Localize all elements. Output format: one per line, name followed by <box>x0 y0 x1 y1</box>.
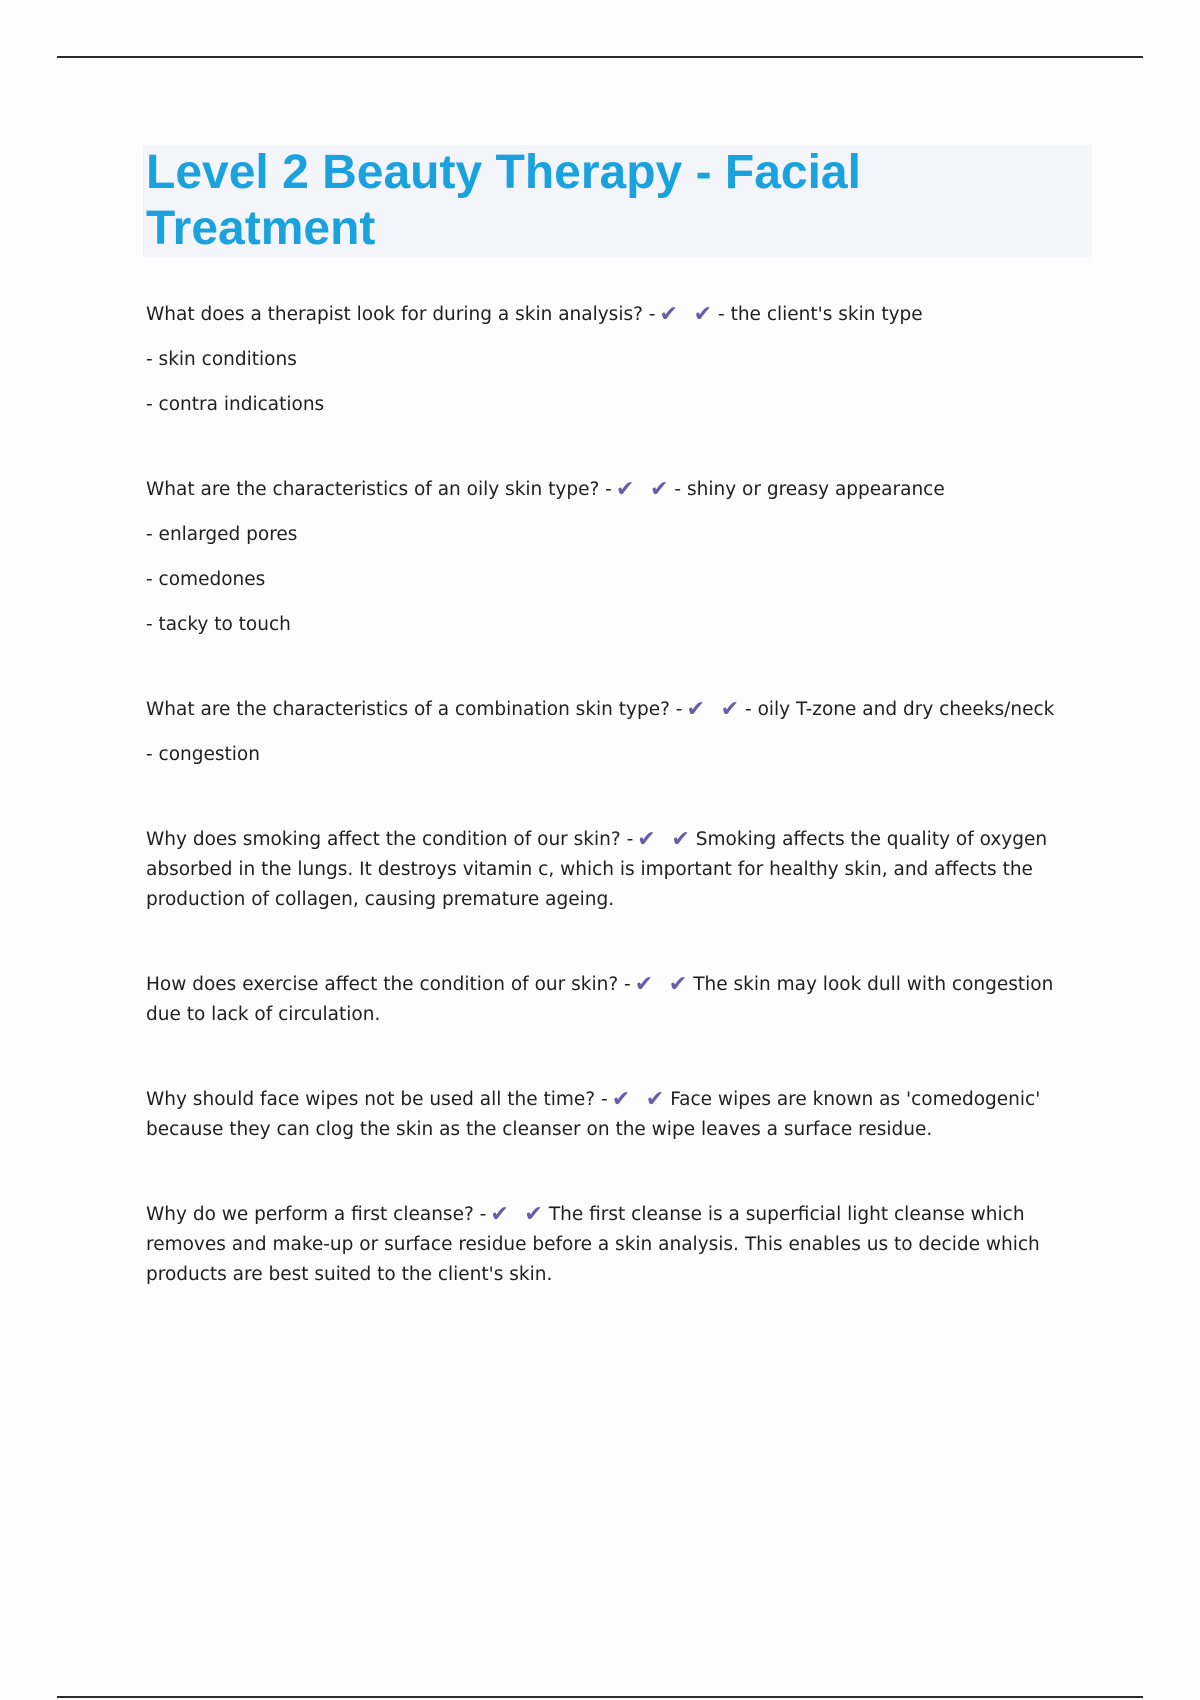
top-rule <box>57 56 1143 58</box>
question-text: What does a therapist look for during a skin analysis? - <box>146 304 656 325</box>
answer-list-item: - congestion <box>146 744 260 765</box>
answer-text: Smoking affects the quality of oxygen absorbed in the lungs. It destroys vitamin c, which is important for healthy skin, and affects the production of collagen, causing premature ageing. <box>146 829 1048 910</box>
double-check-icon: ✔ ✔ <box>490 1202 547 1227</box>
answer-text: - shiny or greasy appearance <box>674 479 945 500</box>
qa-question-line <box>146 695 1092 725</box>
qa-item <box>146 695 1092 770</box>
double-check-icon: ✔ ✔ <box>686 697 744 722</box>
answer-text: The first cleanse is a superficial light cleanse which removes and make-up or surface residue before a skin analysis. This enables us to decide which products are best suited to the client's skin. <box>146 1204 1040 1285</box>
answer-list-item: - tacky to touch <box>146 614 291 635</box>
answer-list-item: - comedones <box>146 569 266 590</box>
qa-question-line <box>146 475 1092 505</box>
question-text: What are the characteristics of a combination skin type? - <box>146 699 683 720</box>
answer-text: - the client's skin type <box>718 304 923 325</box>
qa-question-line <box>146 300 1092 330</box>
qa-question-line <box>146 1200 1092 1290</box>
question-text: Why should face wipes not be used all the time? - <box>146 1089 608 1110</box>
qa-question-line <box>146 1085 1092 1145</box>
question-text: How does exercise affect the condition of our skin? - <box>146 974 631 995</box>
qa-list <box>146 300 1092 1345</box>
answer-text: Face wipes are known as 'comedogenic' because they can clog the skin as the cleanser on the wipe leaves a surface residue. <box>146 1089 1041 1140</box>
qa-item <box>146 970 1092 1030</box>
double-check-icon: ✔ ✔ <box>637 827 694 852</box>
double-check-icon: ✔ ✔ <box>611 1087 669 1112</box>
qa-item <box>146 825 1092 915</box>
qa-item <box>146 1085 1092 1145</box>
answer-list-item: - skin conditions <box>146 349 297 370</box>
qa-item <box>146 475 1092 640</box>
double-check-icon: ✔ ✔ <box>615 477 673 502</box>
answer-text: The skin may look dull with congestion due to lack of circulation. <box>146 974 1054 1025</box>
answer-list-item: - enlarged pores <box>146 524 298 545</box>
question-text: Why do we perform a first cleanse? - <box>146 1204 487 1225</box>
qa-item <box>146 300 1092 420</box>
answer-text: - oily T-zone and dry cheeks/neck <box>745 699 1055 720</box>
double-check-icon: ✔ ✔ <box>659 302 717 327</box>
qa-question-line <box>146 825 1092 915</box>
bottom-rule <box>57 1696 1143 1698</box>
question-text: Why does smoking affect the condition of our skin? - <box>146 829 634 850</box>
double-check-icon: ✔ ✔ <box>634 972 692 997</box>
document-title: Level 2 Beauty Therapy - Facial Treatment <box>146 146 861 255</box>
answer-list-item: - contra indications <box>146 394 325 415</box>
question-text: What are the characteristics of an oily skin type? - <box>146 479 612 500</box>
qa-item <box>146 1200 1092 1290</box>
qa-question-line <box>146 970 1092 1030</box>
